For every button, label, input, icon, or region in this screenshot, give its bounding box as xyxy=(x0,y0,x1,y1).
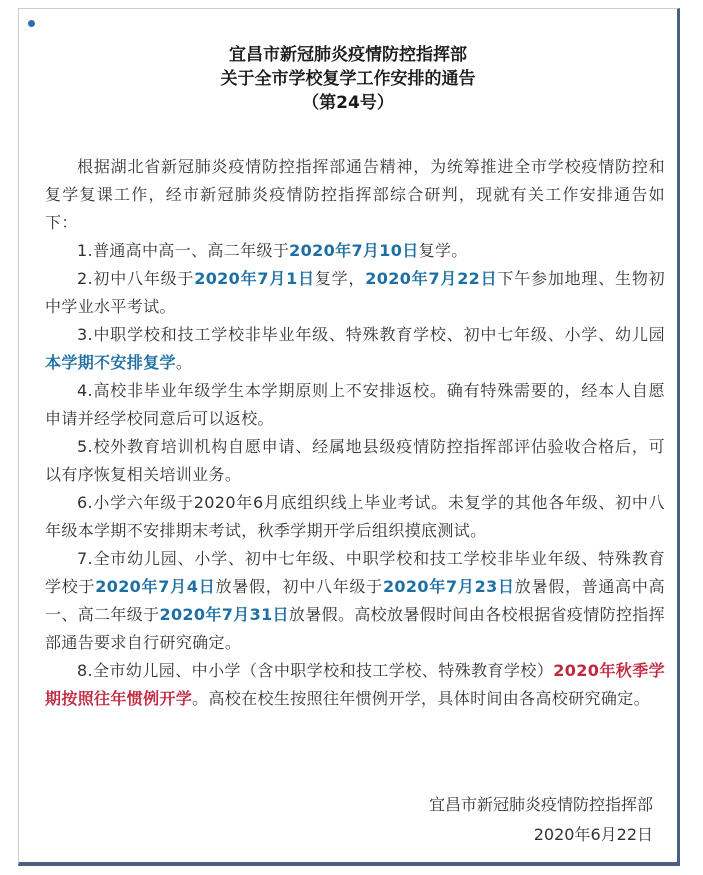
notice-body xyxy=(45,153,665,713)
notice-card xyxy=(18,8,680,866)
highlight-date: 2020年7月23日 xyxy=(382,577,515,596)
item-1: 1.普通高中高一、高二年级于2020年7月10日复学。 xyxy=(77,241,468,260)
highlight-date: 2020年7月22日 xyxy=(365,269,498,288)
item-7: 7.全市幼儿园、小学、初中七年级、中职学校和技工学校非毕业年级、特殊教育学校于2020年7月4日放暑假，初中八年级于2020年7月23日放暑假，普通高中高一、高二年级于2020年7月31日放暑假。高校放暑假时间由各校根据省疫情防控指挥部通告要求自行研究确定。 xyxy=(45,549,666,652)
highlight-text: 2020年秋季学期按照往年惯例开学 xyxy=(45,661,665,708)
item-3: 3.中职学校和技工学校非毕业年级、特殊教育学校、初中七年级、小学、幼儿园本学期不安排复学。 xyxy=(45,325,665,372)
item-4: 4.高校非毕业年级学生本学期原则上不安排返校。确有特殊需要的，经本人自愿申请并经学校同意后可以返校。 xyxy=(45,381,665,428)
item-8: 8.全市幼儿园、中小学（含中职学校和技工学校、特殊教育学校）2020年秋季学期按照往年惯例开学。高校在校生按照往年惯例开学，具体时间由各高校研究确定。 xyxy=(45,661,665,708)
signature xyxy=(429,790,653,850)
item-5: 5.校外教育培训机构自愿申请、经属地县级疫情防控指挥部评估验收合格后，可以有序恢复相关培训业务。 xyxy=(45,437,665,484)
highlight-date: 2020年7月10日 xyxy=(289,241,419,260)
item-6: 6.小学六年级于2020年6月底组织线上毕业考试。未复学的其他各年级、初中八年级本学期不安排期末考试，秋季学期开学后组织摸底测试。 xyxy=(45,493,665,540)
highlight-date: 2020年7月1日 xyxy=(194,269,315,288)
title-line-3: （第24号） xyxy=(302,93,394,113)
signature-org: 宜昌市新冠肺炎疫情防控指挥部 xyxy=(428,795,653,814)
highlight-date: 2020年7月4日 xyxy=(95,577,216,596)
highlight-text: 本学期不安排复学 xyxy=(45,353,176,372)
title-line-2: 关于全市学校复学工作安排的通告 xyxy=(220,69,476,89)
bullet-dot-icon xyxy=(28,20,35,27)
signature-date: 2020年6月22日 xyxy=(533,825,653,844)
title-line-1: 宜昌市新冠肺炎疫情防控指挥部 xyxy=(229,45,467,65)
item-2: 2.初中八年级于2020年7月1日复学，2020年7月22日下午参加地理、生物初中学业水平考试。 xyxy=(45,269,665,316)
highlight-date: 2020年7月31日 xyxy=(159,605,289,624)
intro-paragraph: 根据湖北省新冠肺炎疫情防控指挥部通告精神，为统筹推进全市学校疫情防控和复学复课工作，经市新冠肺炎疫情防控指挥部综合研判，现就有关工作安排通告如下： xyxy=(45,157,665,232)
notice-title xyxy=(19,43,677,115)
